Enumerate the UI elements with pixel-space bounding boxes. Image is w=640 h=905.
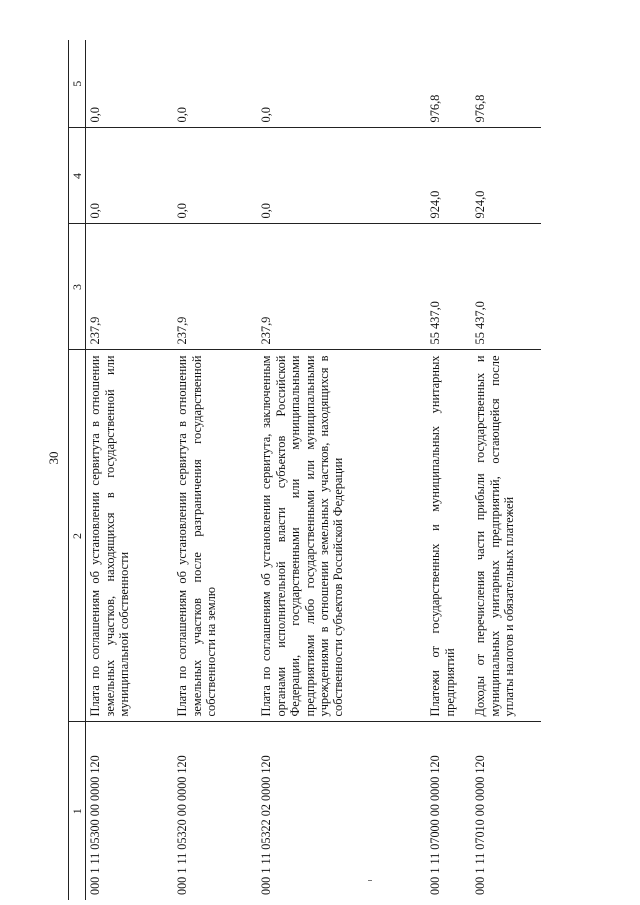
revenue-name: Доходы от перечисления части прибыли государственных и муниципальных унитарных предприятий, остающейся после уплаты налогов и обязательных платежей — [471, 350, 541, 722]
column-header: 2 — [69, 350, 86, 722]
page-number: 30 — [46, 451, 61, 465]
revenue-name: Плата по соглашениям об установлении сервитута, заключенным органами исполнительной власти субъектов Российской Федерации, государственными или муниципальными предприятиями либо государственными или муниципальными учреждениями в отношении земельных участков, находящихся в собственности субъектов Российской Федерации — [257, 350, 426, 722]
table-header-row — [69, 40, 86, 900]
value-col3: 55 437,0 — [471, 224, 541, 350]
column-header: 5 — [69, 40, 86, 128]
value-col5: 0,0 — [86, 40, 174, 128]
value-col4: 0,0 — [173, 128, 257, 224]
revenue-name: Платежи от государственных и муниципальных унитарных предприятий — [426, 350, 471, 722]
value-col3: 237,9 — [257, 224, 426, 350]
budget-code: 000 1 11 07000 00 0000 120 — [428, 755, 443, 895]
column-header: 4 — [69, 128, 86, 224]
value-col4: 924,0 — [471, 128, 541, 224]
value-col5: 976,8 — [471, 40, 541, 128]
budget-code: 000 1 11 05322 02 0000 120 — [259, 755, 274, 895]
value-col3: 237,9 — [173, 224, 257, 350]
column-header: 3 — [69, 224, 86, 350]
column-header: 1 — [69, 722, 86, 900]
rotated-table-wrapper — [68, 40, 588, 900]
value-col5: 0,0 — [257, 40, 426, 128]
budget-code: 000 1 11 07010 00 0000 120 — [473, 755, 488, 895]
value-col4: 924,0 — [426, 128, 471, 224]
table-row — [173, 40, 257, 900]
value-col5: 976,8 — [426, 40, 471, 128]
table-row — [426, 40, 471, 900]
budget-code: 000 1 11 05320 00 0000 120 — [175, 755, 190, 895]
table-row — [86, 40, 174, 900]
scan-speck — [368, 880, 372, 881]
table-row — [257, 40, 426, 900]
value-col4: 0,0 — [257, 128, 426, 224]
table-row — [471, 40, 541, 900]
revenue-name: Плата по соглашениям об установлении сервитута в отношении земельных участков после разграничения государственной собственности на землю — [173, 350, 257, 722]
budget-table — [68, 40, 541, 900]
value-col4: 0,0 — [86, 128, 174, 224]
budget-code: 000 1 11 05300 00 0000 120 — [88, 755, 103, 895]
revenue-name: Плата по соглашениям об установлении сервитута в отношении земельных участков, находящихся в государственной или муниципальной собственности — [86, 350, 174, 722]
value-col3: 237,9 — [86, 224, 174, 350]
value-col5: 0,0 — [173, 40, 257, 128]
value-col3: 55 437,0 — [426, 224, 471, 350]
